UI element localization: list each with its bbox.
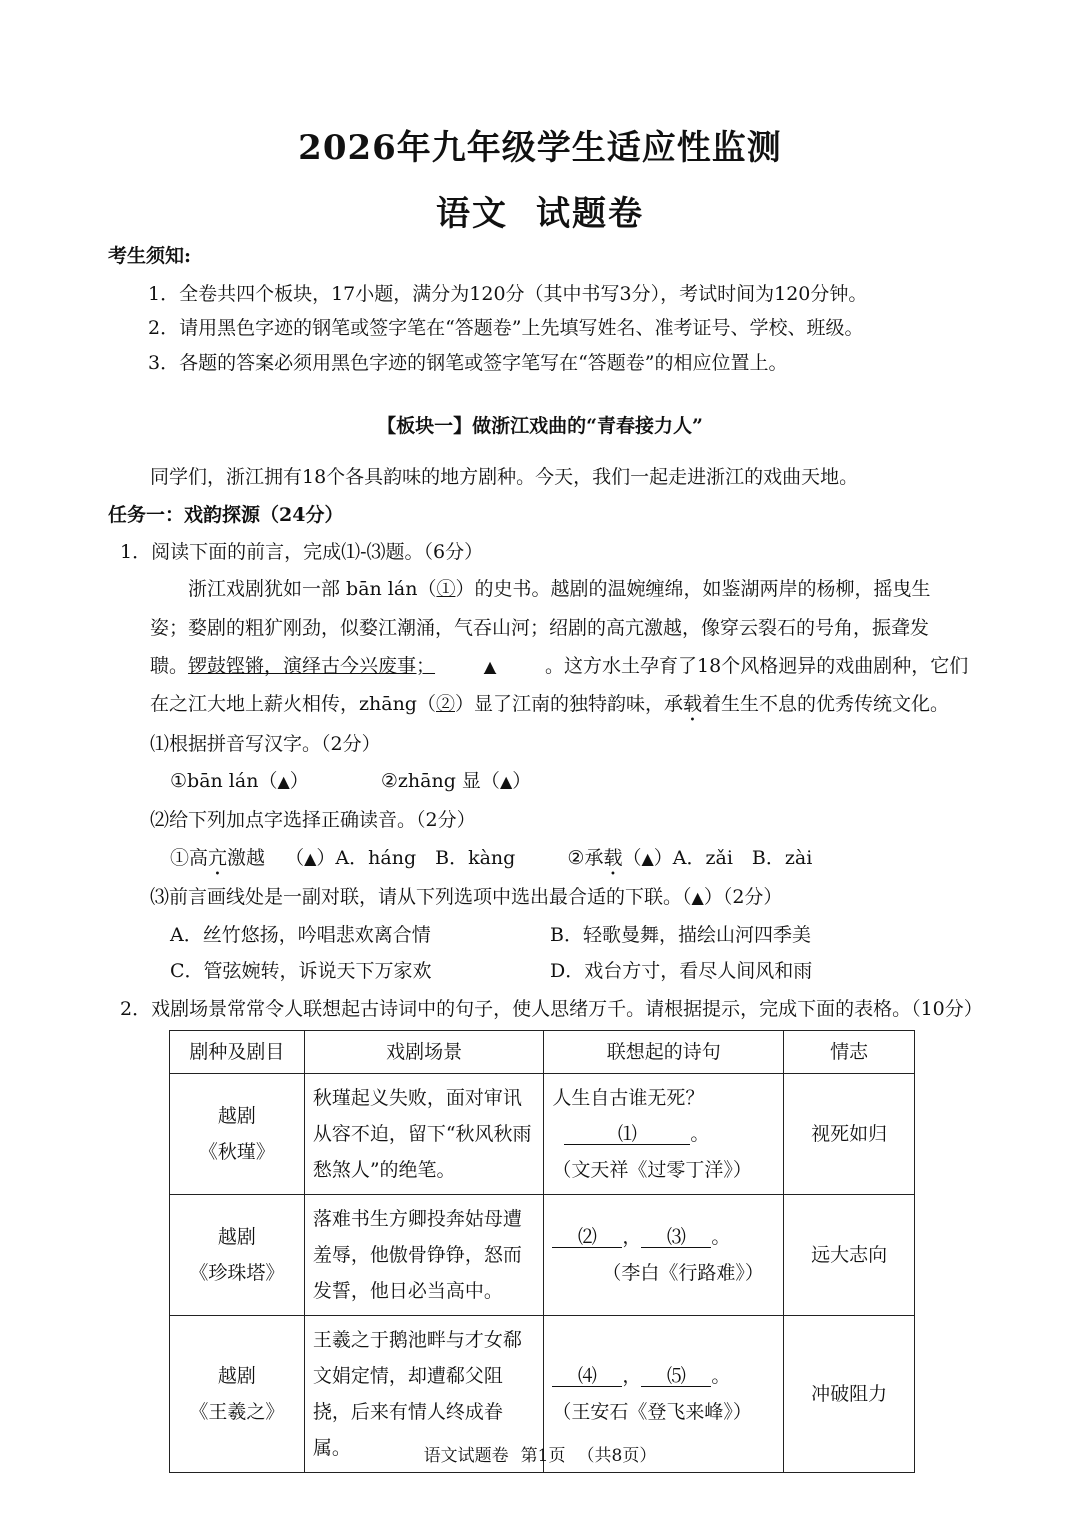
q1-sub3-option-c: C．管弦婉转，诉说天下万家欢	[170, 960, 432, 982]
poem-cell: ⑷ ， ⑸ 。 （王安石《登飞来峰》）	[544, 1316, 784, 1473]
notice-heading: 考生须知:	[108, 245, 192, 267]
answer-blank[interactable]: ⑷	[552, 1366, 622, 1387]
q1-passage-line-1: 浙江戏剧犹如一部 bān lán（①）的史书。越剧的温婉缠绵，如鉴湖两岸的杨柳，摇曳生	[188, 578, 931, 600]
q1-stem: 1．阅读下面的前言，完成⑴-⑶题。（6分）	[120, 541, 484, 563]
section-heading: 【板块一】做浙江戏曲的“青春接力人”	[377, 415, 703, 437]
mood-cell: 远大志向	[784, 1195, 915, 1316]
mood-cell: 冲破阻力	[784, 1316, 915, 1473]
scene-cell: 王羲之于鹅池畔与才女郗文娟定情，却遭郗父阻挠，后来有情人终成眷属。	[304, 1316, 544, 1473]
notice-item-2: 2．请用黑色字迹的钢笔或签字笔在“答题卷”上先填写姓名、准考证号、学校、班级。	[148, 317, 864, 339]
poem-table	[169, 1030, 915, 1473]
notice-item-3: 3．各题的答案必须用黑色字迹的钢笔或签字笔写在“答题卷”的相应位置上。	[148, 352, 788, 374]
table-header: 剧种及剧目	[170, 1031, 305, 1074]
poem-cell: 人生自古谁无死？ ⑴ 。 （文天祥《过零丁洋》）	[544, 1074, 784, 1195]
table-header: 情志	[784, 1031, 915, 1074]
table-row	[170, 1074, 915, 1195]
q1-passage-line-2: 姿；婺剧的粗犷刚劲，似婺江潮涌，气吞山河；绍剧的高亢激越，像穿云裂石的号角，振聋发	[150, 617, 930, 639]
mood-cell: 视死如归	[784, 1074, 915, 1195]
blank-mark-2: ②	[435, 693, 455, 715]
paper-type-label: 试题卷	[536, 194, 644, 234]
exam-subtitle	[0, 186, 1080, 235]
q2-stem: 2．戏剧场景常常令人联想起古诗词中的句子，使人思绪万千。请根据提示，完成下面的表格。（10分）	[120, 998, 983, 1020]
table-header: 戏剧场景	[304, 1031, 544, 1074]
answer-blank[interactable]: ⑵	[552, 1227, 622, 1248]
q1-sub1-options: ①bān lán（▲） ②zhāng 显（▲）	[170, 770, 532, 792]
couplet-underlined: 锣鼓铿锵，演绎古今兴废事；	[188, 655, 436, 677]
q1-sub1-stem: ⑴根据拼音写汉字。（2分）	[150, 733, 381, 755]
task1-heading: 任务一：戏韵探源（24分）	[108, 504, 344, 526]
exam-title: 2026年九年级学生适应性监测	[298, 128, 782, 168]
q1-sub3-option-b: B．轻歌曼舞，描绘山河四季美	[550, 924, 811, 946]
genre-cell: 越剧 《珍珠塔》	[170, 1195, 305, 1316]
table-header: 联想起的诗句	[544, 1031, 784, 1074]
q1-sub3-stem: ⑶前言画线处是一副对联，请从下列选项中选出最合适的下联。（▲）（2分）	[150, 886, 783, 908]
q1-passage-line-4: 在之江大地上薪火相传，zhāng（②）显了江南的独特韵味，承载着生生不息的优秀传统文化。	[150, 693, 950, 715]
footer-paper-name: 语文试题卷	[423, 1446, 509, 1466]
genre-cell: 越剧 《秋瑾》	[170, 1074, 305, 1195]
footer-page-total: （共8页）	[577, 1446, 657, 1466]
table-row	[170, 1195, 915, 1316]
q1-sub3-option-a: A．丝竹悠扬，吟唱悲欢离合情	[170, 924, 431, 946]
answer-blank[interactable]: ⑸	[641, 1366, 711, 1387]
poem-cell: ⑵ ， ⑶ 。 （李白《行路难》）	[544, 1195, 784, 1316]
q1-sub2-options: ①高亢激越 （▲）A．háng B．kàng ②承载（▲）A．zǎi B．zài	[170, 847, 813, 869]
q1-passage-line-3: 聩。锣鼓铿锵，演绎古今兴废事； ▲ 。这方水土孕育了18个风格迥异的戏曲剧种，它们	[150, 653, 968, 680]
table-header-row	[170, 1031, 915, 1074]
footer-page-number: 第1页	[520, 1446, 566, 1466]
q1-sub3-option-d: D．戏台方寸，看尽人间风和雨	[550, 960, 813, 982]
notice-item-1: 1．全卷共四个板块，17小题，满分为120分（其中书写3分），考试时间为120分钟。	[148, 283, 868, 305]
scene-cell: 秋瑾起义失败，面对审讯从容不迫，留下“秋风秋雨愁煞人”的绝笔。	[304, 1074, 544, 1195]
section-intro: 同学们，浙江拥有18个各具韵味的地方剧种。今天，我们一起走进浙江的戏曲天地。	[150, 466, 859, 488]
blank-mark-1: ①	[436, 578, 456, 600]
answer-blank[interactable]: ⑶	[641, 1227, 711, 1248]
answer-blank[interactable]: ⑴	[564, 1124, 690, 1145]
subject-label: 语文	[436, 194, 508, 234]
q1-sub2-stem: ⑵给下列加点字选择正确读音。（2分）	[150, 809, 476, 831]
page-footer	[0, 1441, 1080, 1466]
couplet-blank: ▲	[483, 657, 497, 676]
scene-cell: 落难书生方卿投奔姑母遭羞辱，他傲骨铮铮，怒而发誓，他日必当高中。	[304, 1195, 544, 1316]
genre-cell: 越剧 《王羲之》	[170, 1316, 305, 1473]
